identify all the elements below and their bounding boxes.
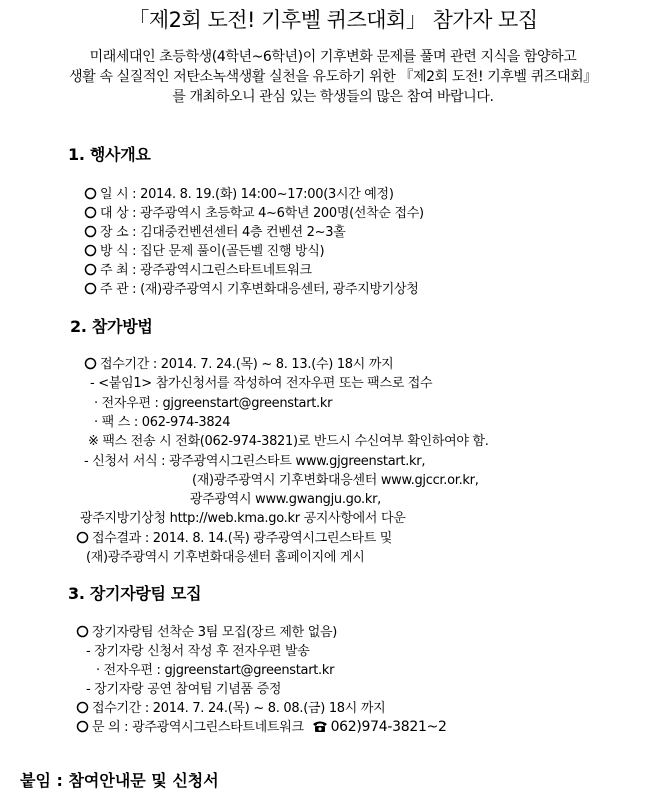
circle-bullet-icon xyxy=(84,206,97,219)
circle-bullet-icon xyxy=(76,701,89,714)
talent-period: 접수기간 : 2014. 7. 24.(목) ~ 8. 08.(금) 18시 까지 xyxy=(76,700,385,717)
telephone-icon xyxy=(312,720,328,733)
talent-apply: - 장기자랑 신청서 작성 후 전자우편 발송 xyxy=(86,644,310,659)
page-title: 「제2회 도전! 기후벨 퀴즈대회」 참가자 모집 xyxy=(128,8,538,32)
form-download-3: 광주광역시 www.gwangju.go.kr, xyxy=(190,492,381,507)
application-email: · 전자우편 : gjgreenstart@greenstart.kr xyxy=(94,396,333,411)
application-fax: · 팩 스 : 062-974-3824 xyxy=(94,415,231,430)
intro-line-1: 미래세대인 초등학생(4학년~6학년)이 기후변화 문제를 풀며 관련 지식을 함양하고 xyxy=(89,49,577,65)
section-2-heading: 2. 참가방법 xyxy=(70,317,153,336)
application-result-2: (재)광주광역시 기후변화대응센터 홈페이지에 게시 xyxy=(86,550,365,565)
overview-organizer: 주 관 : (재)광주광역시 기후변화대응센터, 광주지방기상청 xyxy=(84,281,419,298)
circle-bullet-icon xyxy=(84,187,97,200)
application-result: 접수결과 : 2014. 8. 14.(목) 광주광역시그린스타트 및 xyxy=(76,530,392,547)
circle-bullet-icon xyxy=(84,282,97,295)
circle-bullet-icon xyxy=(84,357,97,370)
circle-bullet-icon xyxy=(76,625,89,638)
circle-bullet-icon xyxy=(76,720,89,733)
section-1-heading: 1. 행사개요 xyxy=(68,145,151,164)
overview-date: 일 시 : 2014. 8. 19.(화) 14:00~17:00(3시간 예정) xyxy=(84,186,394,203)
circle-bullet-icon xyxy=(84,244,97,257)
overview-method: 방 식 : 집단 문제 풀이(골든벨 진행 방식) xyxy=(84,243,324,260)
circle-bullet-icon xyxy=(84,263,97,276)
form-download-1: - 신청서 서식 : 광주광역시그린스타트 www.gjgreenstart.kr, xyxy=(84,454,426,469)
circle-bullet-icon xyxy=(84,225,97,238)
contact-info: 문 의 : 광주광역시그린스타트네트워크 062)974-3821~2 xyxy=(76,719,447,736)
overview-target: 대 상 : 광주광역시 초등학교 4~6학년 200명(선착순 접수) xyxy=(84,205,424,222)
overview-venue: 장 소 : 김대중컨벤션센터 4층 컨벤션 2~3홀 xyxy=(84,224,345,241)
intro-line-2: 생활 속 실질적인 저탄소녹색생활 실천을 유도하기 위한 『제2회 도전! 기후벨 퀴즈대회』 xyxy=(69,69,597,85)
overview-host: 주 최 : 광주광역시그린스타트네트워크 xyxy=(84,262,312,279)
talent-recruit: 장기자랑팀 선착순 3팀 모집(장르 제한 없음) xyxy=(76,624,337,641)
form-download-4: 광주지방기상청 http://web.kma.go.kr 공지사항에서 다운 xyxy=(80,511,406,526)
talent-gift: - 장기자랑 공연 참여팀 기념품 증정 xyxy=(86,682,282,697)
talent-email: · 전자우편 : gjgreenstart@greenstart.kr xyxy=(96,663,335,678)
section-3-heading: 3. 장기자랑팀 모집 xyxy=(68,584,202,603)
circle-bullet-icon xyxy=(76,531,89,544)
application-period: 접수기간 : 2014. 7. 24.(목) ~ 8. 13.(수) 18시 까지 xyxy=(84,356,393,373)
intro-line-3: 를 개최하오니 관심 있는 학생들의 많은 참여 바랍니다. xyxy=(172,89,494,105)
application-attachment: - <붙임1> 참가신청서를 작성하여 전자우편 또는 팩스로 접수 xyxy=(90,376,433,391)
form-download-2: (재)광주광역시 기후변화대응센터 www.gjccr.or.kr, xyxy=(192,473,479,488)
fax-notice: ※ 팩스 전송 시 전화(062-974-3821)로 반드시 수신여부 확인하여야 함. xyxy=(88,434,489,449)
attachment-note: 붙임 : 참여안내문 및 신청서 xyxy=(20,771,219,790)
